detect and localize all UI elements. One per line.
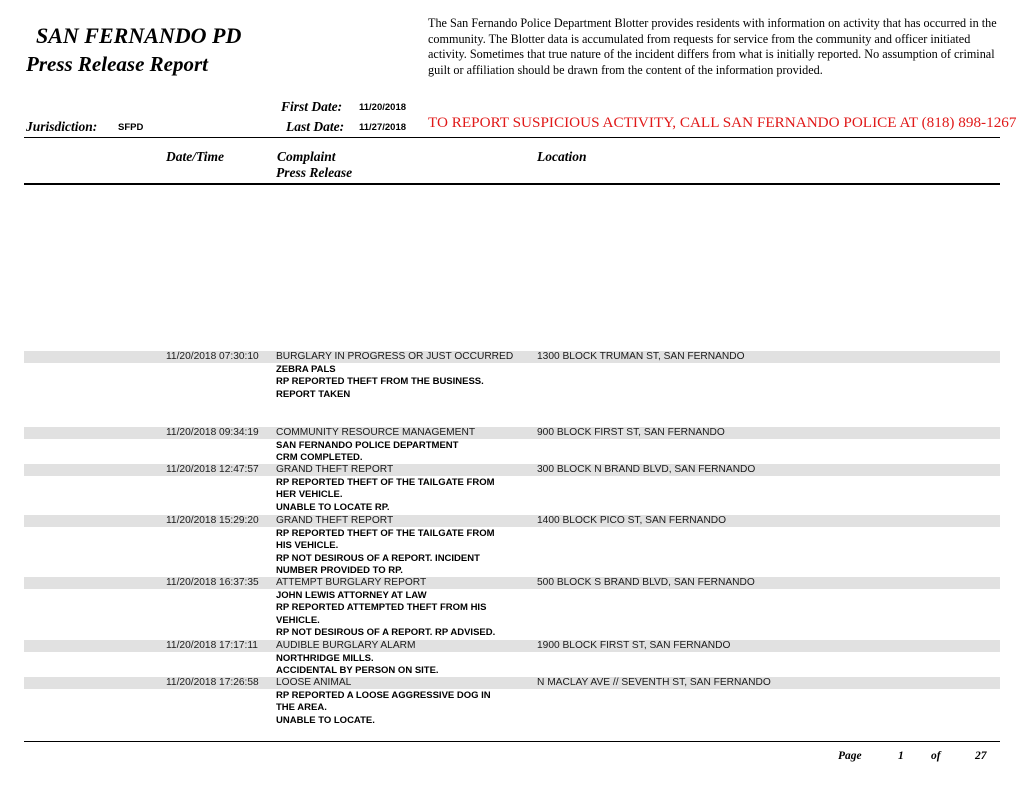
incident-note-line: RP NOT DESIROUS OF A REPORT. INCIDENT [276, 552, 480, 564]
first-date-value: 11/20/2018 [359, 102, 407, 113]
header-rule-bottom [24, 183, 1000, 185]
incident-location: 500 BLOCK S BRAND BLVD, SAN FERNANDO [537, 577, 755, 588]
incident-note-line: VEHICLE. [276, 614, 320, 626]
incident-note-line: ACCIDENTAL BY PERSON ON SITE. [276, 665, 439, 677]
incident-note-line: RP REPORTED A LOOSE AGGRESSIVE DOG IN [276, 690, 491, 701]
incident-note-line: RP REPORTED ATTEMPTED THEFT FROM HIS [276, 602, 487, 614]
incident-datetime: 11/20/2018 16:37:35 [166, 577, 259, 588]
last-date-value: 11/27/2018 [359, 122, 407, 133]
incident-location: N MACLAY AVE // SEVENTH ST, SAN FERNANDO [537, 677, 771, 688]
page-number: 1 [898, 750, 904, 762]
last-date-label: Last Date: [286, 119, 345, 134]
incident-complaint: GRAND THEFT REPORT [276, 464, 394, 475]
incident-datetime: 11/20/2018 12:47:57 [166, 464, 259, 475]
incident-datetime: 11/20/2018 17:26:58 [166, 677, 259, 688]
footer-rule [24, 741, 1000, 742]
disclaimer-text: The San Fernando Police Department Blotter provides residents with information on activity that has occurred in the community. The Blotter data is accumulated from requests for service from the community and officer initiated activity. Sometimes that true nature of the incident differs from what is initially reported. No assumption of criminal guilt or affiliation should be drawn from the content of the information provided. [428, 16, 997, 77]
incident-complaint: AUDIBLE BURGLARY ALARM [276, 640, 416, 651]
incident-note-line: UNABLE TO LOCATE. [276, 714, 375, 726]
incident-note-line: THE AREA. [276, 702, 327, 714]
incident-datetime: 11/20/2018 15:29:20 [166, 515, 259, 526]
incident-note-line: UNABLE TO LOCATE RP. [276, 501, 390, 513]
page-total: 27 [975, 750, 987, 762]
incident-note-line: HER VEHICLE. [276, 489, 343, 501]
page-label: Page [838, 750, 862, 762]
incident-complaint: BURGLARY IN PROGRESS OR JUST OCCURRED [276, 351, 514, 362]
incident-note-line: HIS VEHICLE. [276, 540, 339, 552]
incident-note-line: CRM COMPLETED. [276, 452, 363, 464]
incident-note-line: RP REPORTED THEFT OF THE TAILGATE FROM [276, 528, 495, 539]
column-header-datetime: Date/Time [166, 149, 224, 164]
incident-note-line: JOHN LEWIS ATTORNEY AT LAW [276, 590, 427, 601]
column-header-complaint: Complaint [277, 149, 336, 164]
incident-note-line: NORTHRIDGE MILLS. [276, 653, 374, 664]
report-title: Press Release Report [26, 52, 208, 76]
incident-complaint: COMMUNITY RESOURCE MANAGEMENT [276, 427, 476, 438]
incident-complaint: LOOSE ANIMAL [276, 677, 352, 688]
incident-datetime: 11/20/2018 07:30:10 [166, 351, 259, 362]
incident-note-line: RP REPORTED THEFT FROM THE BUSINESS. [276, 376, 484, 388]
incident-note-line: ZEBRA PALS [276, 364, 336, 375]
incident-datetime: 11/20/2018 09:34:19 [166, 427, 259, 438]
incident-location: 1300 BLOCK TRUMAN ST, SAN FERNANDO [537, 351, 745, 362]
incident-note-line: NUMBER PROVIDED TO RP. [276, 565, 403, 577]
first-date-label: First Date: [281, 99, 343, 114]
report-hotline: TO REPORT SUSPICIOUS ACTIVITY, CALL SAN FERNANDO POLICE AT (818) 898-1267 [428, 114, 1017, 131]
of-label: of [931, 750, 941, 762]
incident-location: 300 BLOCK N BRAND BLVD, SAN FERNANDO [537, 464, 756, 475]
column-header-press-release: Press Release [276, 165, 353, 180]
column-header-location: Location [537, 149, 587, 164]
incident-location: 900 BLOCK FIRST ST, SAN FERNANDO [537, 427, 725, 438]
incident-location: 1400 BLOCK PICO ST, SAN FERNANDO [537, 515, 727, 526]
header-rule-top [24, 137, 1000, 138]
incident-location: 1900 BLOCK FIRST ST, SAN FERNANDO [537, 640, 731, 651]
agency-name: SAN FERNANDO PD [36, 23, 242, 48]
incident-complaint: ATTEMPT BURGLARY REPORT [276, 577, 427, 588]
incident-note-line: REPORT TAKEN [276, 388, 351, 400]
jurisdiction-label: Jurisdiction: [26, 119, 98, 134]
incident-complaint: GRAND THEFT REPORT [276, 515, 394, 526]
incident-note-line: SAN FERNANDO POLICE DEPARTMENT [276, 440, 459, 451]
incident-datetime: 11/20/2018 17:17:11 [166, 640, 258, 651]
incident-note-line: RP NOT DESIROUS OF A REPORT. RP ADVISED. [276, 627, 496, 639]
jurisdiction-value: SFPD [118, 122, 144, 133]
incident-note-line: RP REPORTED THEFT OF THE TAILGATE FROM [276, 477, 495, 488]
